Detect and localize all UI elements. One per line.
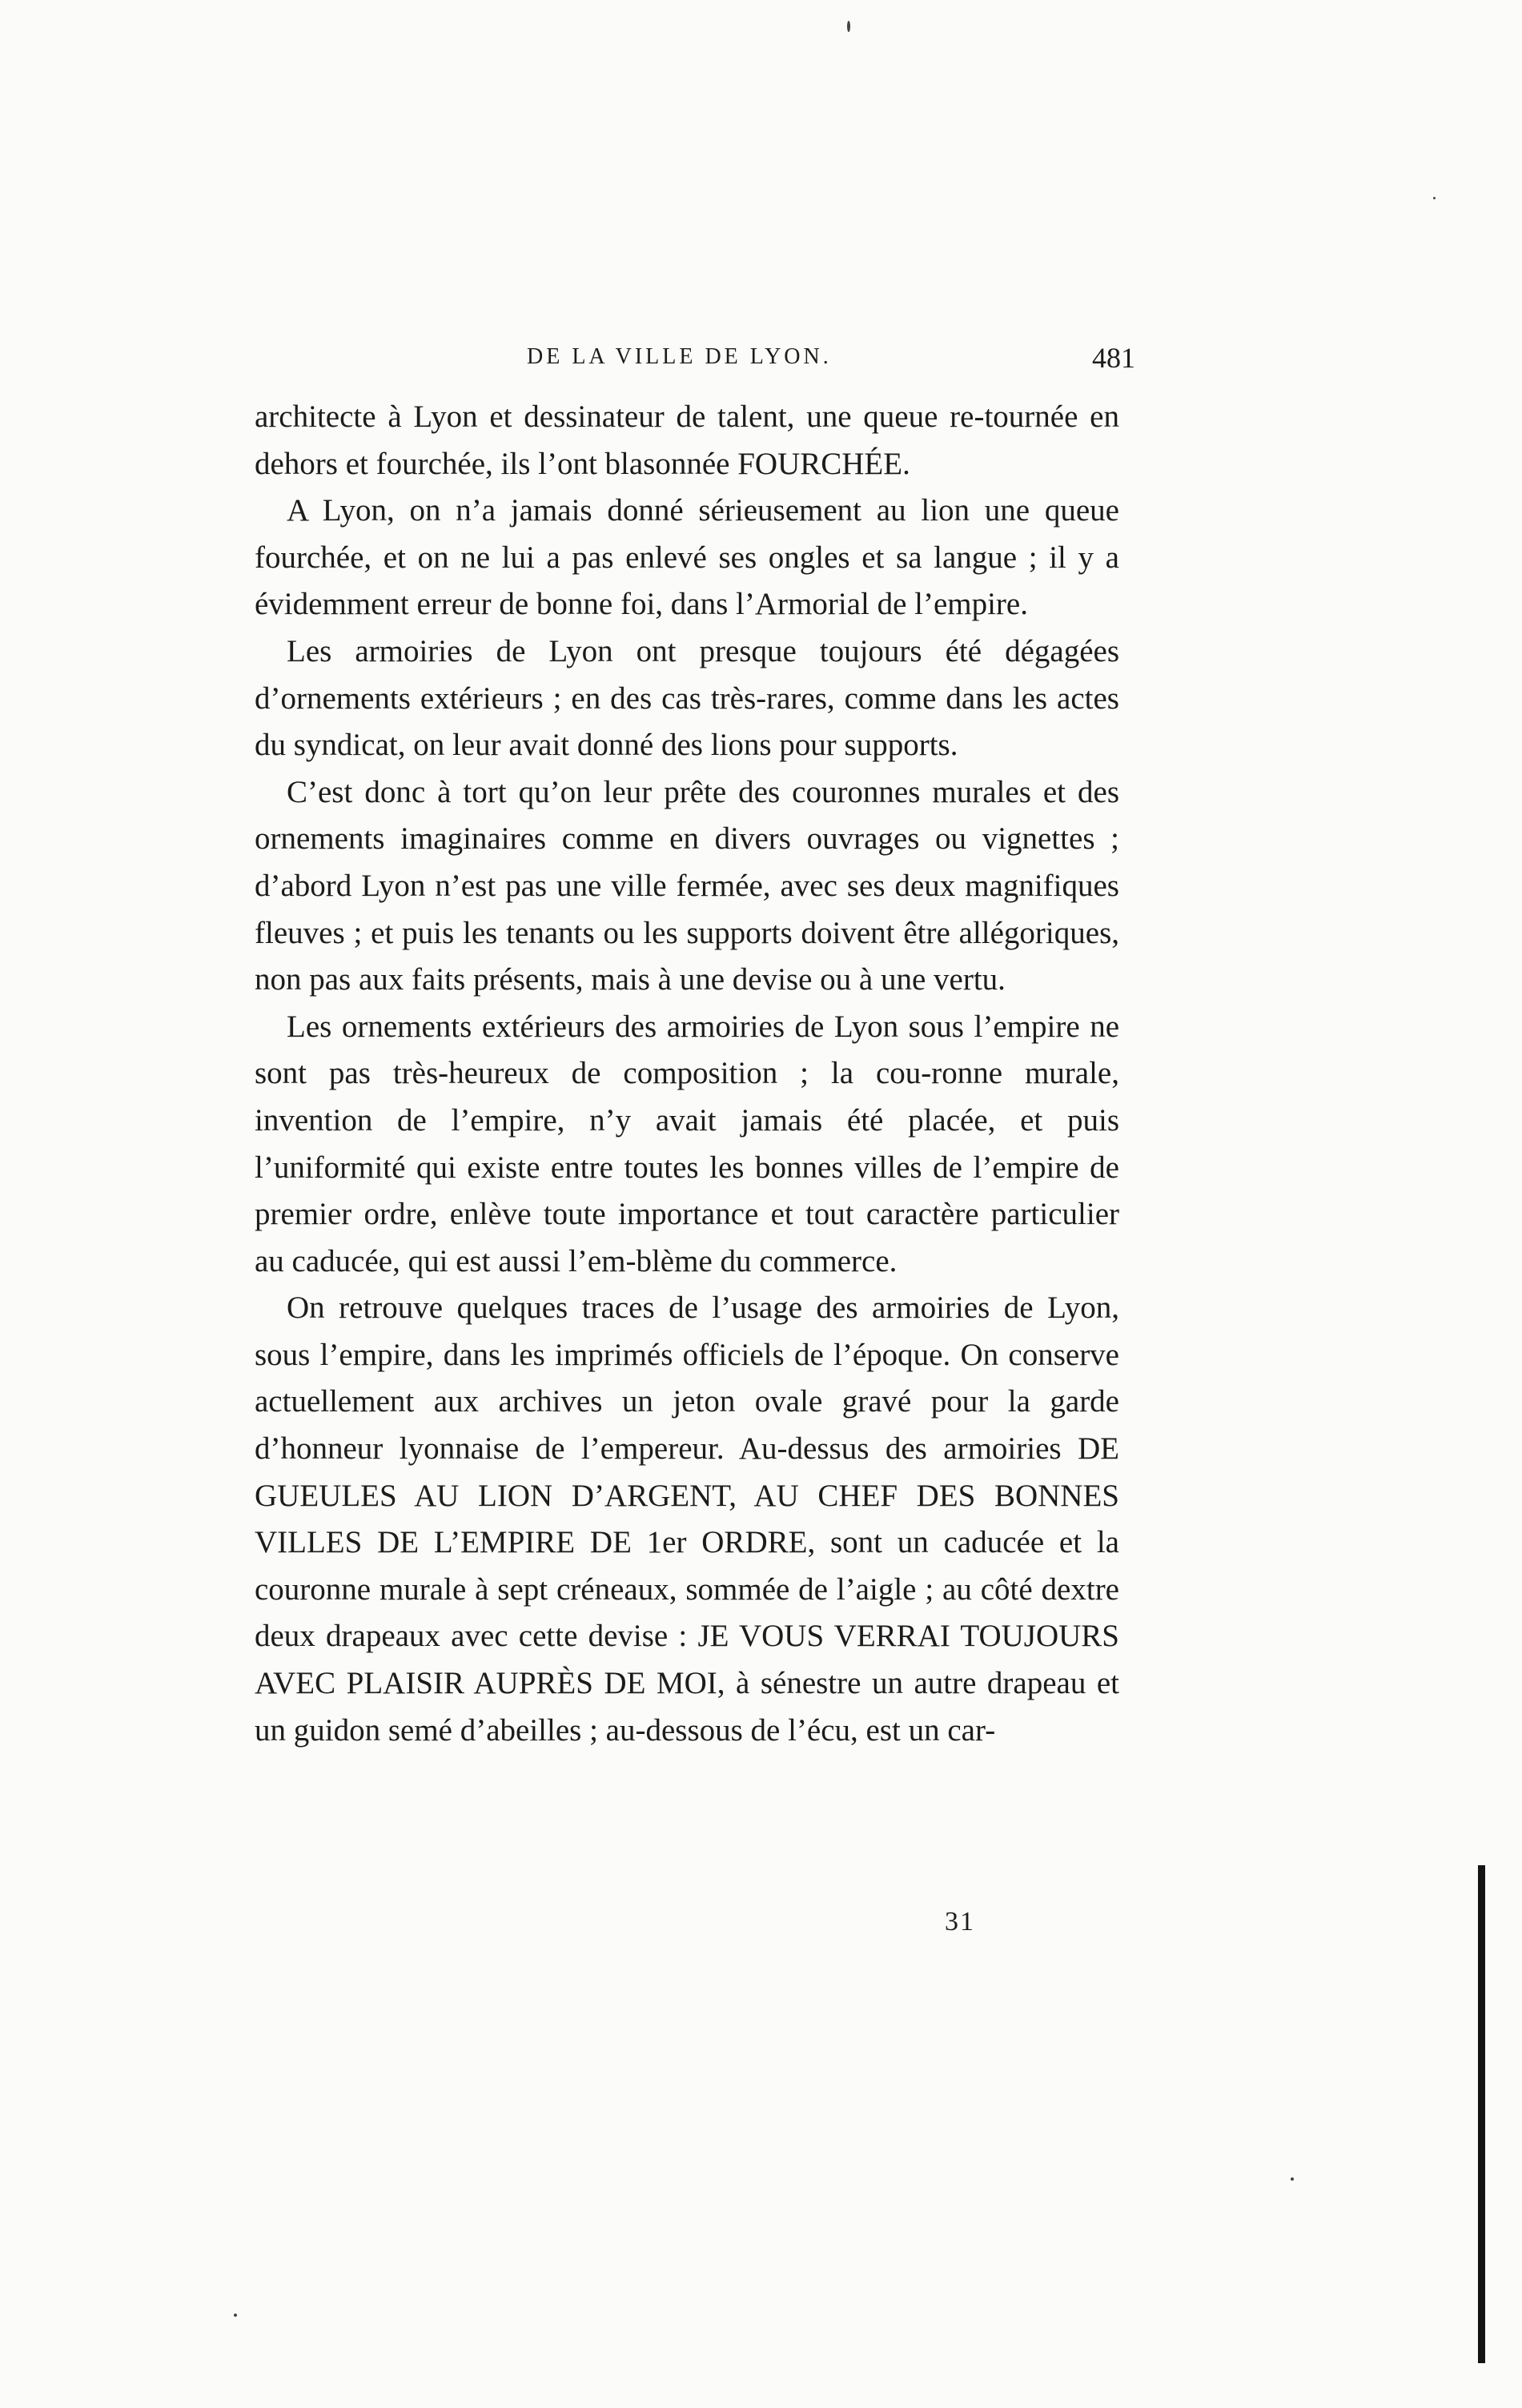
running-head [255,344,1183,392]
paragraph-1: architecte à Lyon et dessinateur de talent, une queue re-tournée en dehors et fourchée, ils l’ont blasonnée FOURCHÉE. [255,399,1119,481]
body-text [255,394,1119,1754]
signature-mark: 31 [945,1907,975,1936]
scan-speck [234,2314,237,2317]
running-title: DE LA VILLE DE LYON. [527,344,832,369]
scan-speck [1433,197,1436,199]
paragraph-3: Les armoiries de Lyon ont presque toujours été dégagées d’ornements extérieurs ; en des cas très-rares, comme dans les actes du syndicat, on leur avait donné des lions pour supports. [255,633,1119,763]
page-number: 481 [1092,342,1135,374]
paragraph-5: Les ornements extérieurs des armoiries de Lyon sous l’empire ne sont pas très-heureux de composition ; la cou-ronne murale, invention de l’empire, n’y avait jamais été placée, et puis l’uniformité qui existe entre toutes les bonnes villes de l’empire de premier ordre, enlève toute importance et tout caractère particulier au caducée, qui est aussi l’em-blème du commerce. [255,1009,1119,1278]
paragraph-2: A Lyon, on n’a jamais donné sérieusement au lion une queue fourchée, et on ne lui a pas enlevé ses ongles et sa langue ; il y a évidemment erreur de bonne foi, dans l’Armorial de l’empire. [255,493,1119,622]
paragraph-4: C’est donc à tort qu’on leur prête des couronnes murales et des ornements imaginaires comme en divers ouvrages ou vignettes ; d’abord Lyon n’est pas une ville fermée, avec ses deux magnifiques fleuves ; et puis les tenants ou les supports doivent être allégoriques, non pas aux faits présents, mais à une devise ou à une vertu. [255,774,1119,997]
scan-edge-bar [1478,1865,1485,2363]
scan-speck [847,21,850,32]
paragraph-6: On retrouve quelques traces de l’usage des armoiries de Lyon, sous l’empire, dans les imprimés officiels de l’époque. On conserve actuellement aux archives un jeton ovale gravé pour la garde d’honneur lyonnaise de l’empereur. Au-dessus des armoiries DE GUEULES AU LION D’ARGENT, AU CHEF DES BONNES VILLES DE L’EMPIRE DE 1er ORDRE, sont un caducée et la couronne murale à sept créneaux, sommée de l’aigle ; au côté dextre deux drapeaux avec cette devise : JE VOUS VERRAI TOUJOURS AVEC PLAISIR AUPRÈS DE MOI, à sénestre un autre drapeau et un guidon semé d’abeilles ; au-dessous de l’écu, est un car- [255,1290,1119,1748]
scan-speck [1291,2177,1294,2181]
